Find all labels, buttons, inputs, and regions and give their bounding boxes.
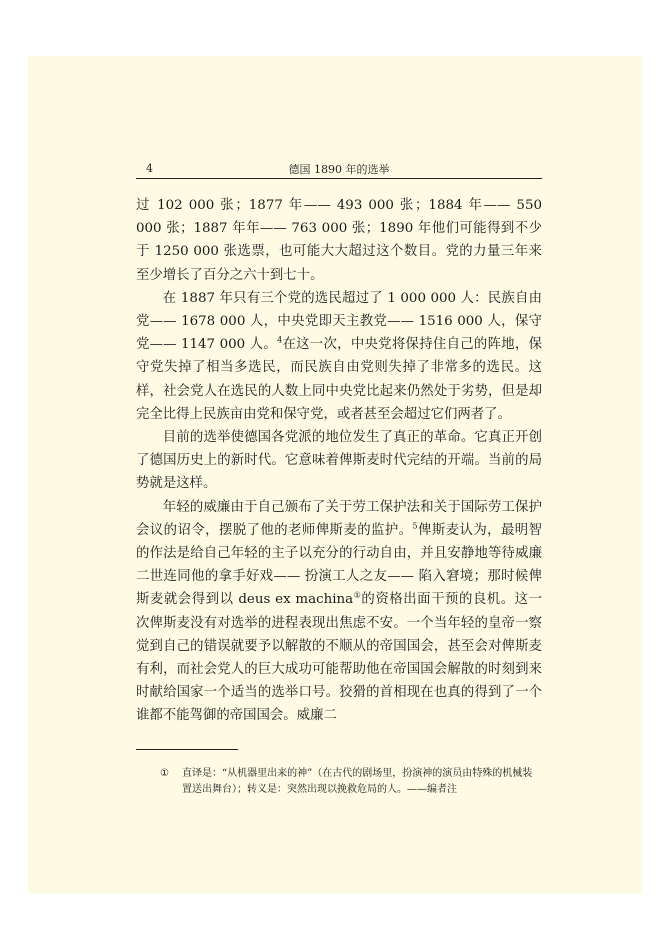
footnote-ref-1: ① — [353, 590, 362, 600]
paragraph-2-part-b: 在这一次，中央党将保持住自己的阵地，保守党失掉了相当多选民，而民族自由党则失掉了非常多的选民。这样，社会党人在选民的人数上同中央党比起来仍然处于劣势，但是却完全比得上民族亩由党和保守党，或者甚至会超过它们两者了。 — [136, 337, 543, 422]
footnote-divider — [136, 749, 238, 750]
paragraph-4-part-a: 年轻的威廉由于自己颁布了关于劳工保护法和关于国际劳工保护会议的诏令，摆脱了他的老师俾斯麦的监护。 — [136, 499, 542, 538]
body-text — [136, 194, 542, 728]
paragraph-1: 过 102 000 张；1877 年—— 493 000 张；1884 年—— 550 000 张；1887 年年—— 763 000 张；1890 年他们可能得到不少于 1250 000 张选票，也可能大大超过这个数目。党的力量三年来至少增长了百分之六十到七十。 — [136, 198, 542, 283]
paragraph-2-part-a: 在 1887 年只有三个党的选民超过了 1 000 000 人：民族自由党—— 1678 000 人，中央党即天主教党—— 1516 000 人，保守党—— 1147 000 人。 — [136, 290, 542, 353]
footnote-marker: ① — [160, 768, 169, 779]
footnote-text: 直译是：“从机器里出来的神”（在古代的剧场里，扮演神的演员由特殊的机械装置送出舞台）；转义是：突然出现以挽救危局的人。——编者注 — [182, 768, 533, 795]
paragraph-4-part-c: 的资格出面干预的良机。这一次俾斯麦没有对选举的进程表现出焦虑不安。一个当年轻的皇帝一察觉到自己的错误就要予以解散的不顺从的帝国国会，甚至会对俾斯麦有利，而社会党人的巨大成功可能帮助他在帝国国会解散的时刻到来时献给国家一个适当的选举口号。狡猾的首相现在也真的得到了一个谁都不能驾御的帝国国会。威廉二 — [136, 592, 543, 724]
paragraph-4 — [136, 496, 542, 728]
paragraph-4-part-b: 俾斯麦认为，最明智的作法是给自己年轻的主子以充分的行动自由，并且安静地等待威廉二世连同他的拿手好戏—— 扮演工人之友—— 陷入窘境；那时候俾斯麦就会得到以 deus ex machina — [136, 522, 543, 608]
paragraph-2 — [136, 287, 542, 426]
endnote-ref-5: 5 — [412, 521, 418, 531]
page-number: 4 — [146, 162, 153, 175]
page-header — [136, 156, 542, 179]
endnote-ref-4: 4 — [277, 335, 283, 345]
running-title: 德国 1890 年的选举 — [288, 163, 390, 176]
footnote — [160, 766, 542, 798]
paragraph-3: 目前的选举使德国各党派的地位发生了真正的革命。它真正开创了德国历史上的新时代。它意味着俾斯麦时代完结的开端。当前的局势就是这样。 — [136, 430, 542, 492]
